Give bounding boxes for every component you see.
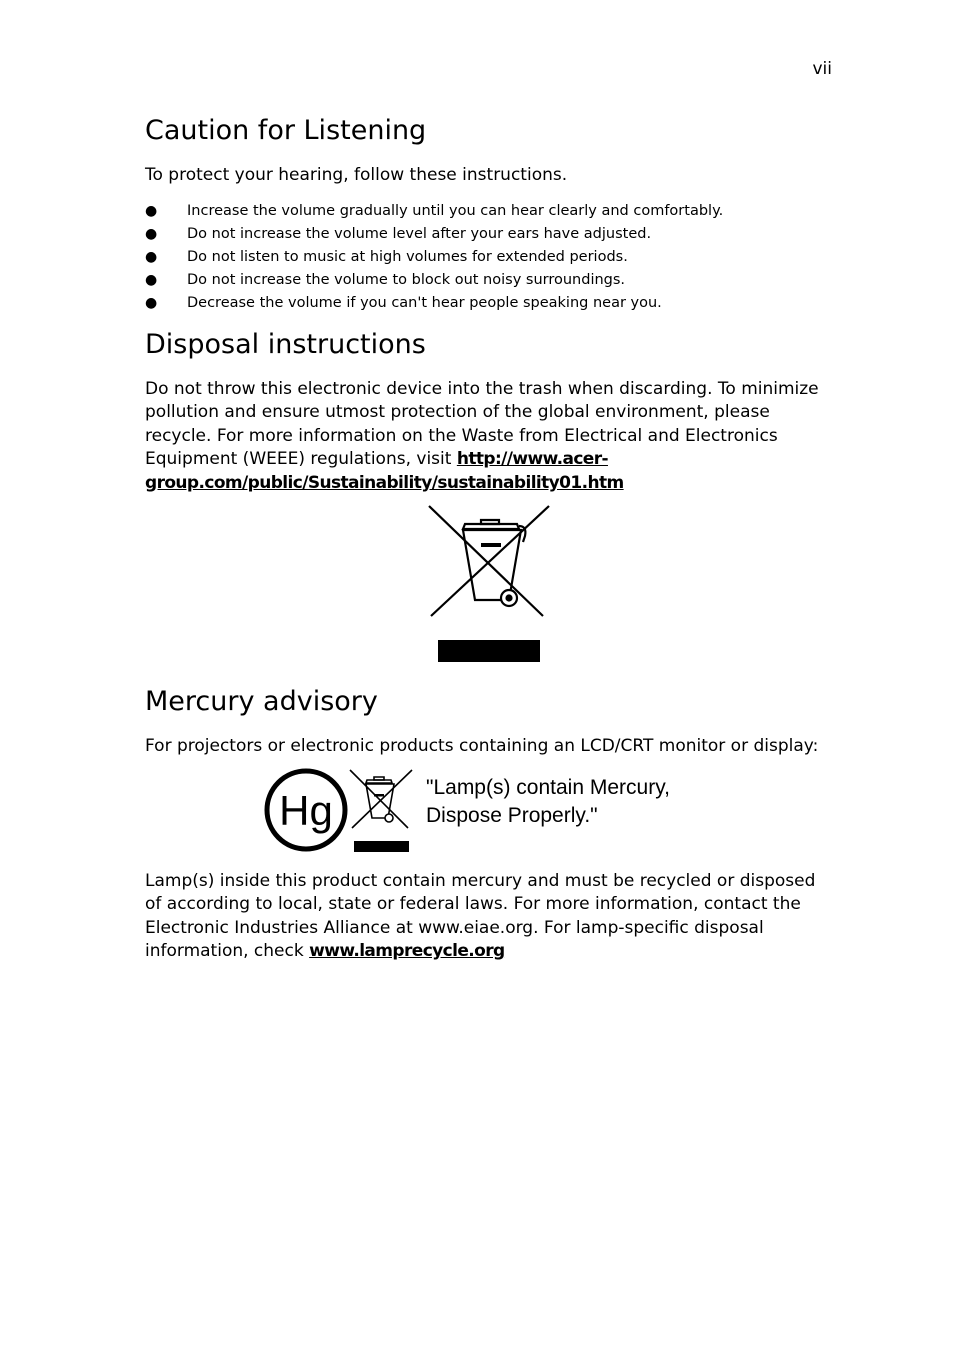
mercury-label (426, 774, 670, 830)
bullet-icon: ● (145, 203, 158, 219)
mercury-intro: For projectors or electronic products containing an LCD/CRT monitor or display: (145, 736, 819, 756)
mercury-label-line2: Dispose Properly." (426, 804, 598, 827)
bullet-icon: ● (145, 249, 158, 265)
disposal-body: Do not throw this electronic device into the trash when discarding. To minimize pollution and ensure utmost protection of the global environment, please recycle. For more information on the Waste from Electrical and Electronics Equipment (WEEE) regulations, visit http://www.acer-group.com/public/Sustainability/sustainability01.htm (145, 379, 819, 493)
caution-list (145, 200, 835, 315)
mercury-body: Lamp(s) inside this product contain mercury and must be recycled or disposed of according to local, state or federal laws. For more information, contact the Electronic Industries Alliance at www.eiae.org. For lamp-specific disposal information, check www.lamprecycle.org (145, 871, 816, 962)
list-item: ● Increase the volume gradually until you can hear clearly and comfortably. (145, 200, 835, 223)
weee-crossed-bin-icon (425, 502, 555, 668)
hg-symbol-text: Hg (279, 787, 333, 834)
caution-heading: Caution for Listening (145, 115, 427, 146)
list-item: ● Do not increase the volume level after your ears have adjusted. (145, 223, 835, 246)
mercury-label-line1: "Lamp(s) contain Mercury, (426, 776, 670, 799)
hg-mercury-icon (262, 766, 422, 858)
list-item: ● Do not listen to music at high volumes for extended periods. (145, 246, 835, 269)
weee-link[interactable]: http://www.acer-group.com/public/Sustainability/sustainability01.htm (145, 449, 624, 493)
mercury-heading: Mercury advisory (145, 686, 378, 717)
caution-intro: To protect your hearing, follow these instructions. (145, 165, 568, 185)
list-item: ● Decrease the volume if you can't hear people speaking near you. (145, 292, 835, 315)
list-item: ● Do not increase the volume to block out noisy surroundings. (145, 269, 835, 292)
bullet-icon: ● (145, 295, 158, 311)
bullet-icon: ● (145, 226, 158, 242)
disposal-heading: Disposal instructions (145, 329, 426, 360)
lamprecycle-link[interactable]: www.lamprecycle.org (309, 941, 505, 962)
mercury-symbol (262, 766, 722, 858)
bullet-icon: ● (145, 272, 158, 288)
page-number: vii (812, 59, 832, 79)
weee-symbol (425, 502, 555, 668)
